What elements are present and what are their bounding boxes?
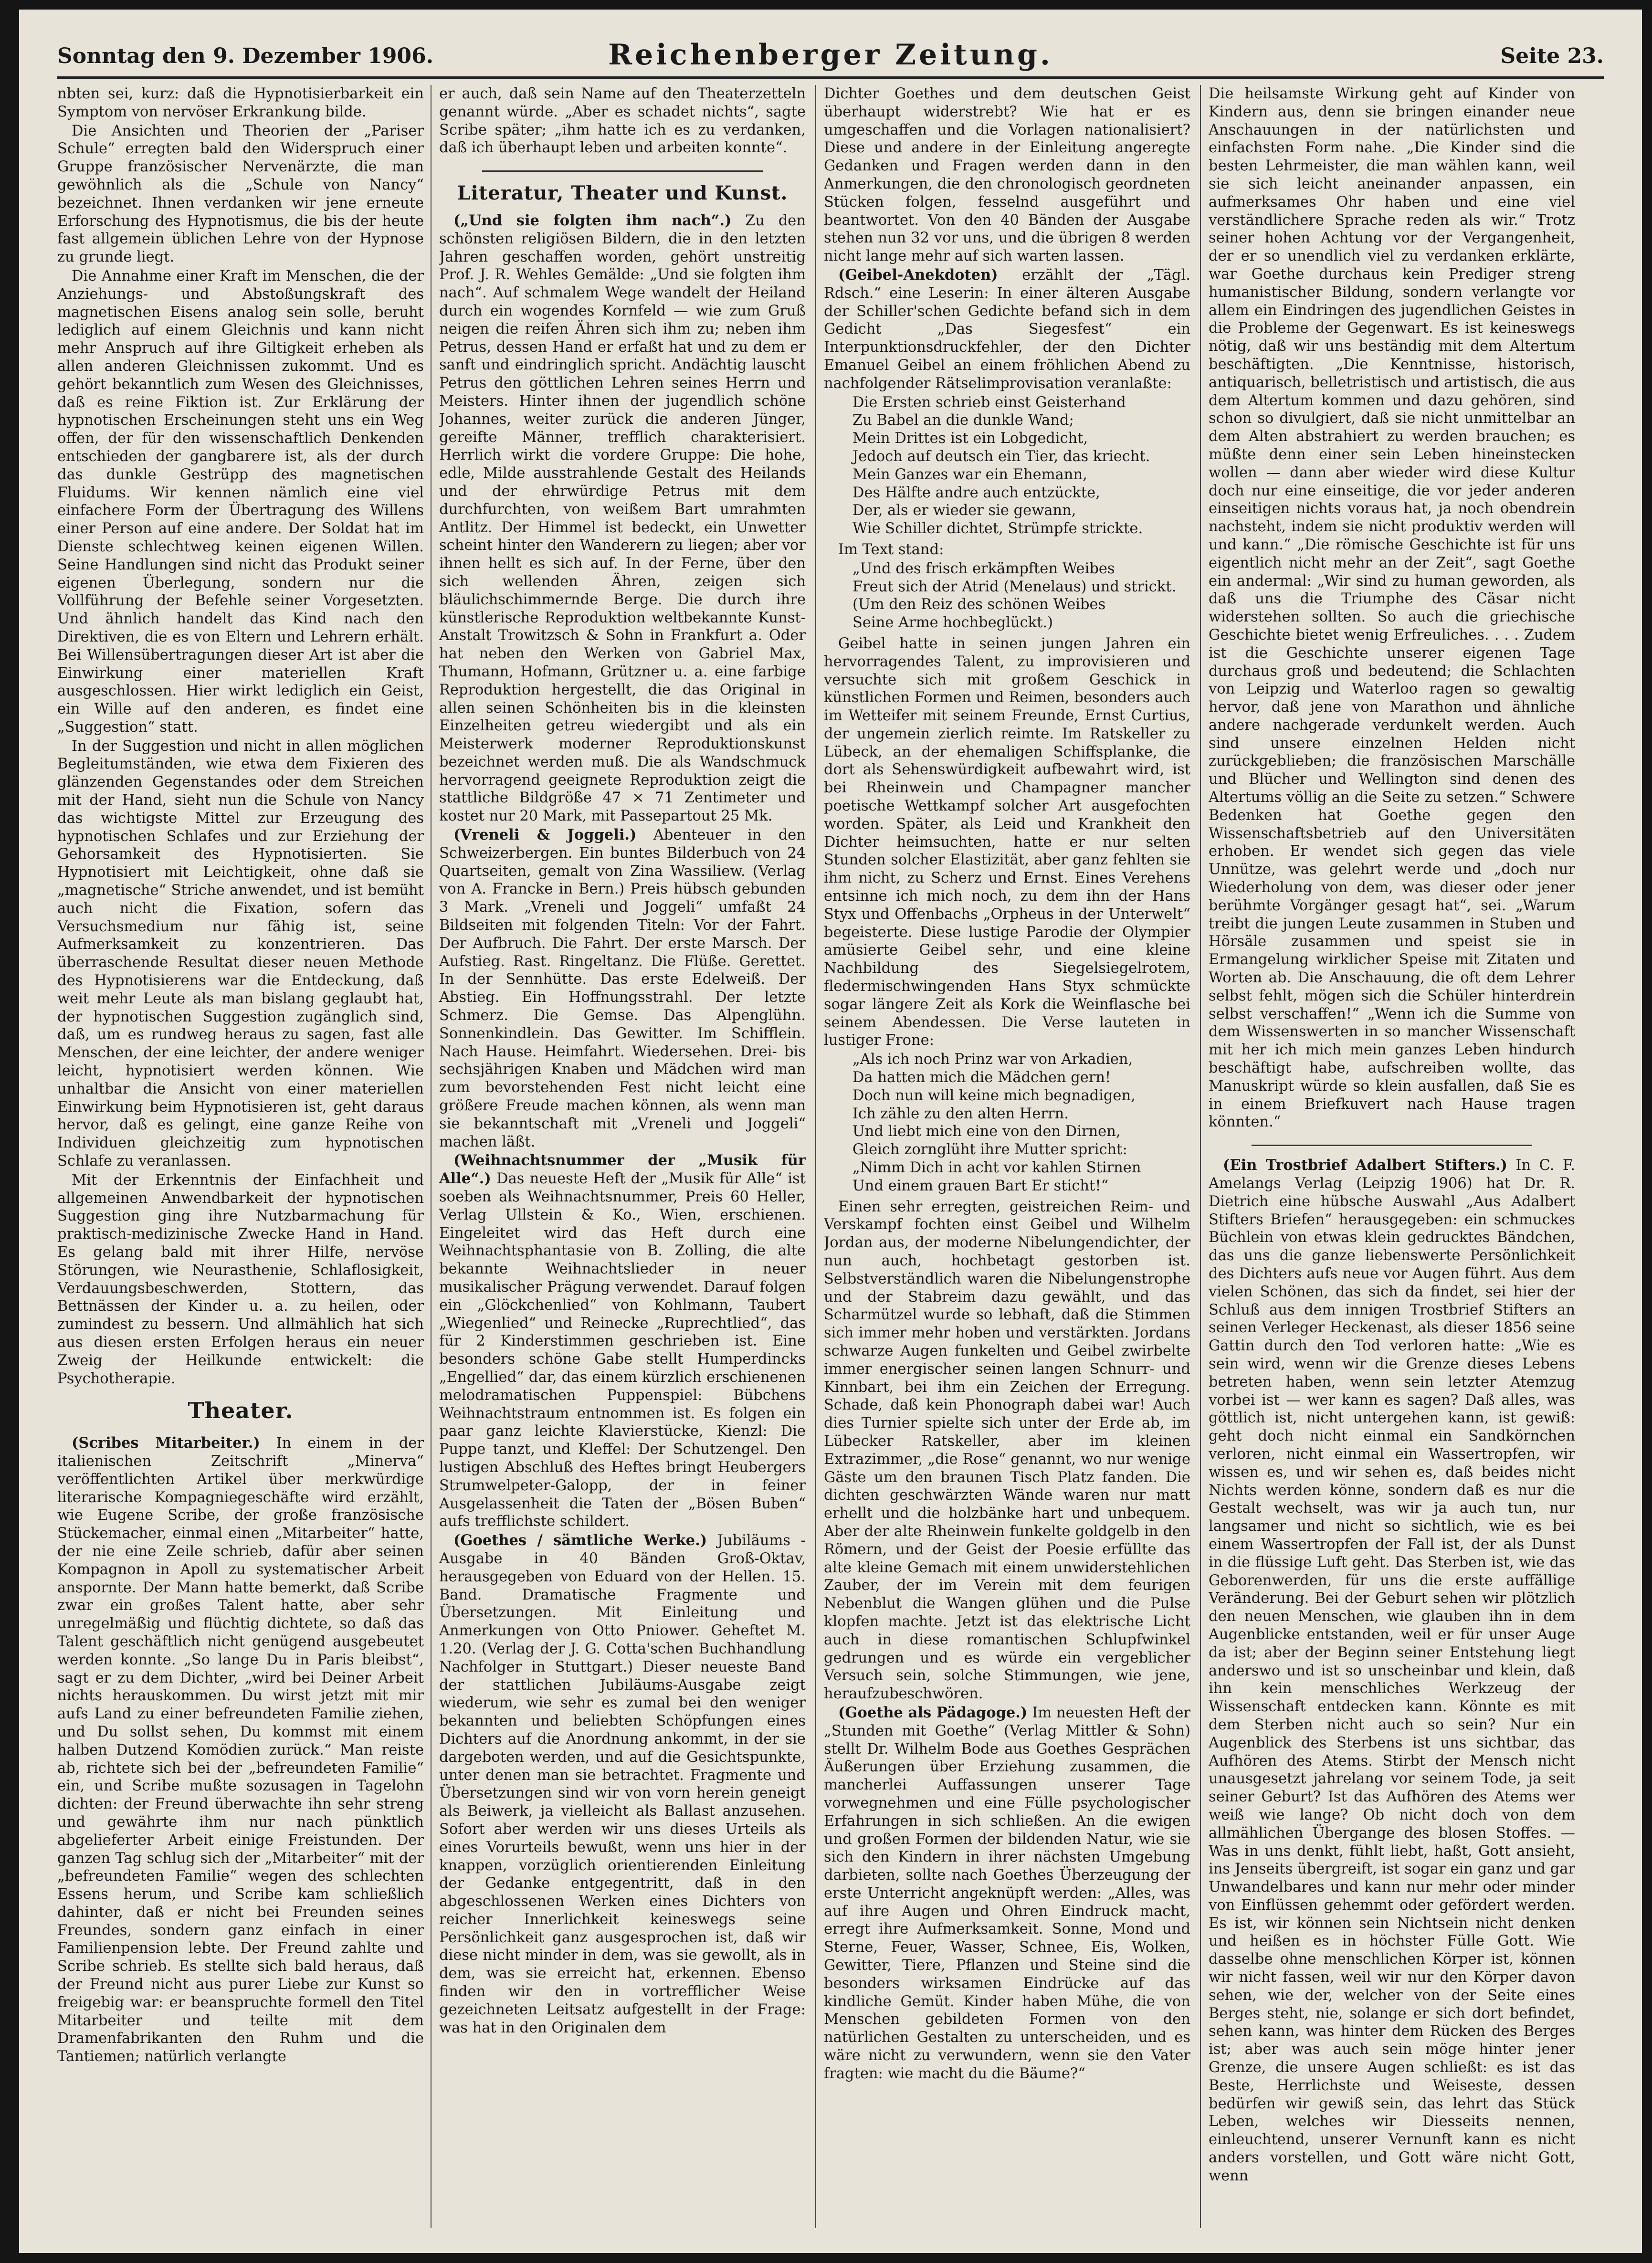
article-body: Das neueste Heft der „Musik für Alle“ ist soeben als Weihnachtsnummer, Preis 60 Heller, Verlag Ullstein & Ko., Wien, erschienen. Eingeleitet wird das Heft durch eine Weihnachtsphantasie von B. Zolling, die alte bekannte Weihnachtslieder in neuer musikalischer Prägung verwendet. Darauf folgen ein „Glöckchenlied“ von Kohlmann, Taubert „Wiegenlied“ und Reinecke „Ruprechtlied“, das für 2 Kinderstimmen geschrieben ist. Eine besonders schöne Gabe stellt Humperdincks „Engellied“ dar, das einem kürzlich erschienenen melodramatischen Puppenspiel: Bübchens Weihnachtstraum entnommen ist. Es folgen ein paar ganz leichte Klavierstücke, Kienzl: Die Puppe tanzt, und Kleffel: Der Schutzengel. Den lustigen Abschluß des Heftes bringt Heubergers Strumwelpeter-Galopp, der in feiner Ausgelassenheit die Taten der „Bösen Buben“ aufs trefflichste schildert. <box>439 1170 806 1530</box>
verse-line: Und einem grauen Bart Er sticht!“ <box>852 1177 1109 1194</box>
divider <box>1252 1145 1532 1146</box>
article-heading: (Scribes Mitarbeiter.) <box>72 1434 260 1452</box>
verse-line: Des Hälfte andre auch entzückte, <box>852 484 1100 501</box>
article-heading: (Geibel-Anekdoten) <box>838 266 998 284</box>
paragraph: Einen sehr erregten, geistreichen Reim- und Verskampf fochten einst Geibel und Wilhelm Jordan aus, der moderne Nibelungendichter, der nun auch, hochbetagt gestorben ist. Selbstverständlich waren die Nibelungenstrophe und der Stabreim dazu gewählt, und das Scharmützel wurde so lebhaft, daß die Stimmen sich immer mehr hoben und verstärkten. Jordans schwarze Augen funkelten und Geibel zwirbelte immer energischer seinen langen Schnurr- und Kinnbart, bei ihm ein Zeichen der Erregung. Schade, daß kein Phonograph dabei war! Auch dies Turnier spielte sich unter der Erde ab, im Lübecker Ratskeller, aber im kleinen Extrazimmer, „die Rose“ genannt, wo nur wenige Gäste um den braunen Tisch Platz fanden. Die dichten geschwärzten Wände waren nur matt erhellt und die holzbänke hart und unbequem. Aber der alte Rheinwein funkelte goldgelb in den Römern, und der Geist der Poesie erfüllte das alte kleine Gemach mit einem unwiderstehlichen Zauber, der im Verein mit dem feurigen Nebenblut die Wangen glühen und die Pulse klopfen machte. Jetzt ist das elektrische Licht auch in diese romantischen Schlupfwinkel gedrungen und es würde ein vergeblicher Versuch sein, solche Stimmungen, wie jene, heraufzubeschwören. <box>824 1198 1190 1703</box>
newspaper-title: Reichenberger Zeitung. <box>608 38 1053 72</box>
article-body: In C. F. Amelangs Verlag (Leipzig 1906) hat Dr. R. Dietrich eine hübsche Auswahl „Aus Adalbert Stifters Briefen“ herausgegeben: ein schmuckes Büchlein von etwas klein gedrucktes Bändchen, das uns die ganze liebenswerte Persönlichkeit des Dichters aufs neue vor Augen führt. Aus dem vielen Schönen, das sich da findet, sei hier der Schluß aus dem innigen Trostbrief Stifters an seinen Verleger Heckenast, als dieser 1856 seine Gattin durch den Tod verloren hatte: „Wie es sein wird, wenn wir die Grenze dieses Lebens betreten haben, wenn sein letzter Atemzug vorbei ist — wer kann es sagen? Daß alles, was göttlich ist, nicht untergehen kann, ist gewiß: geht doch nicht einmal ein Sandkörnchen verloren, nicht einmal ein Wassertropfen, wir wissen es, und wir sehen es, daß beides nicht Nichts werden könne, sondern daß es nur die Gestalt wechselt, was wir ja auch tun, nur langsamer und nicht so sichtlich, wie es bei einem Wassertropfen der Fall ist, der als Dunst in die flüssige Luft geht. Das Sterben ist, wie das Geborenwerden, für uns die erste auffällige Veränderung. Bei der Geburt sehen wir plötzlich den neuen Menschen, wie glauben ihn in dem Augenblicke entstanden, weil er für unser Auge da ist; aber der Beginn seiner Entstehung liegt anderswo und ist so unscheinbar und klein, daß ihn kein menschliches Werkzeug der Wissenschaft entdecken kann. Könnte es mit dem Sterben nicht auch so sein? Nur ein Augenblick des Sterbens ist uns sichtbar, das Aufhören des Atems. Stirbt der Mensch nicht unausgesetzt jahrelang vor seinem Tode, ja seit seiner Geburt? Ist das Aufhören des Atems wer weiß wie lange? Ob nicht doch von dem allmählichen Übergange des blosen Stoffes. — Was in uns denkt, fühlt liebt, haßt, Gott ansieht, ins Jenseits übergreift, ist sogar ein ganz und gar Unwandelbares und kann nur mehr oder minder von Einflüssen gehemmt oder gefördert werden. Es ist, wir können sein Nichtsein nicht denken und heißen es in höchster Fülle Gott. Wie dasselbe ohne menschlichen Körper ist, können wir nicht fassen, weil wir nur den Körper davon sehen, wie der, welcher von der Seite eines Berges steht, nie, solange er sich dort befindet, sehen kann, was hinter dem Rücken des Berges ist; aber was auch sein möge hinter jener Grenze, die unsere Augen schließt: es ist das Beste, Herrlichste und Weiseste, dessen bedürfen wir gewiß sein, das lehrt das Stück Leben, welches wir Diesseits nennen, einleuchtend, unserer Vernunft kann es nicht anders vorstellen, und Gott wäre nicht Gott, wenn <box>1209 1157 1575 2184</box>
article-geibel <box>824 266 1190 393</box>
paragraph: Die Ansichten und Theorien der „Pariser Schule“ erregten bald den Widerspruch einer Gruppe französischer Nervenärzte, die man gewöhnlich als die „Schule von Nancy“ bezeichnet. Ihnen verdanken wir jene erneute Erforschung des Hypnotismus, die bis der heute fast allgemein üblichen Lehre von der Hypnose zu grunde liegt. <box>57 122 424 266</box>
column-rule <box>1200 85 1201 2228</box>
paragraph: Die heilsamste Wirkung geht auf Kinder von Kindern aus, denn sie bringen einander neue Anschauungen in der natürlichsten und einfachsten Form nahe. „Die Kinder sind die besten Lehrmeister, die man wählen kann, weil sie sich leicht aneinander anpassen, ein aufmerksames Ohr haben und eine viel verständlichere Sprache reden als wir.“ Trotz seiner hohen Achtung vor der Vergangenheit, der er so unendlich viel zu verdanken erklärte, war Goethe durchaus kein Prediger streng humanistischer Bildung, sondern verlangte vor allem ein Eindringen des jugendlichen Geistes in die Probleme der Gegenwart. Es ist keineswegs nötig, daß wir uns beständig mit dem Altertum beschäftigten. „Die Kenntnisse, historisch, antiquarisch, belletristisch und artistisch, die aus dem Altertum kommen und dazu gehören, sind schon so divulgiert, daß sie nicht unmittelbar an dem Alten abstrahiert zu werden brauchen; es müßte denn einer sein Leben hineinstecken wollen — dann aber wieder wird diese Kultur doch nur eine einseitige, die vor jeder anderen einseitigen nichts voraus hat, ja noch obendrein nachsteht, indem sie nicht produktiv werden will und kann.“ „Die römische Geschichte ist für uns eigentlich nicht mehr an der Zeit“, sagt Goethe ein andermal: „Wir sind zu human geworden, als daß uns die Triumphe des Cäsar nicht widerstehen sollten. So auch die griechische Geschichte bietet wenig Erfreuliches. . . . Zudem ist die Geschichte unserer eigenen Tage durchaus groß und bedeutend; die Schlachten von Leipzig und Waterloo ragen so gewaltig hervor, daß jene von Marathon und ähnliche andere nachgerade verdunkelt werden. Auch sind unsere einzelnen Helden nicht zurückgeblieben; die französischen Marschälle und Blücher und Wellington sind denen des Altertums völlig an die Seite zu setzen.“ Schwere Bedenken hat Goethe gegen den Wissenschaftsbetrieb auf den Universitäten erhoben. Er wendet sich gegen das viele Unnütze, was gelehrt werde und „doch nur Wiederholung von dem, was dieser oder jener berühmte Vorgänger gesagt hat“, sei. „Warum treibt die jungen Leute zusammen in Stuben und Hörsäle zusammen und speist sie in Ermangelung wirklicher Speise mit Zitaten und Worten ab. Die Anschauung, die oft dem Lehrer selbst fehlt, mögen sich die Schüler hinterdrein selbst verschaffen!“ „Wenn ich die Summe von dem Wissenswerten in so mancher Wissenschaft mit her ich mich mein ganzes Leben hindurch beschäftigt habe, aufschreiben wollte, das Manuskript würde so klein ausfallen, daß Sie es in einem Briefkuvert nach Hause tragen könnten.“ <box>1209 85 1575 1131</box>
verse-line: Und liebt mich eine von den Dirnen, <box>852 1123 1121 1140</box>
verse-line: (Um den Reiz des schönen Weibes <box>852 596 1106 613</box>
article-body: In einem in der italienischen Zeitschrift „Minerva“ veröffentlichten Artikel über merkwürdige literarische Kompagniegeschäfte wird erzählt, wie Eugene Scribe, der große französische Stückemacher, einmal einen „Mitarbeiter“ hatte, der nie eine Zeile schrieb, dafür aber seinen Kompagnon in Apoll zu systematischer Arbeit anspornte. Der Mann hatte bemerkt, daß Scribe zwar ein großes Talent hatte, aber sehr unregelmäßig und flüchtig dichtete, so daß das Talent geschäftlich nicht genügend ausgebeutet werden konnte. „So lange Du in Paris bleibst“, sagt er zu dem Dichter, „wird bei Deiner Arbeit nichts herauskommen. Du wirst jetzt mit mir aufs Land zu einer befreundeten Familie ziehen, und Du sollst sehen, Du kommst mit einem halben Dutzend Komödien zurück.“ Man reiste ab, richtete sich bei der „befreundeten Familie“ ein, und Scribe mußte sozusagen in Tagelohn dichten: der Freund überwachte ihn sehr streng und gewährte ihm nur nach pünktlich abgelieferter Arbeit einige Freistunden. Der ganzen Tag schlug sich der „Mitarbeiter“ mit der „befreundeten Familie“ wegen des schlechten Essens herum, und Scribe kam schließlich dahinter, daß er nicht bei Freunden seines Freundes, sondern ganz einfach in einer Familienpension lebte. Der Freund zahlte und Scribe schrieb. Es stellte sich bald heraus, daß der Freund nicht aus purer Liebe zur Kunst so freigebig war: er beanspruchte formell den Titel Mitarbeiter und teilte mit dem Dramenfabrikanten den Ruhm und die Tantiemen; natürlich verlangte <box>57 1435 424 2065</box>
paragraph: nbten sei, kurz: daß die Hypnotisierbarkeit ein Symptom von nervöser Erkrankung bilde. <box>57 85 424 120</box>
verse-line: Seine Arme hochbeglückt.) <box>852 614 1053 632</box>
article-heading: (Vreneli & Joggeli.) <box>453 826 637 844</box>
article-stifter <box>1209 1157 1575 2185</box>
verse-line: Zu Babel an die dunkle Wand; <box>852 412 1074 429</box>
verse-line: Da hatten mich die Mädchen gern! <box>852 1069 1111 1086</box>
article-heading: (Ein Trostbrief Adalbert Stifters.) <box>1223 1157 1507 1174</box>
paragraph: Mit der Erkenntnis der Einfachheit und allgemeinen Anwendbarkeit der hypnotischen Suggestion ging ihre Nutzbarmachung für praktisch-medizinische Zwecke Hand in Hand. Es gelang bald mit ihrer Hilfe, nervöse Störungen, wie Neurasthenie, Schlaflosigkeit, Verdauungsbeschwerden, Stottern, das Bettnässen der Kinder u. a. zu heilen, oder zumindest zu bessern. Und allmählich hat sich aus diesen ersten Erfolgen heraus ein neuer Zweig der Heilkunde entwickelt: die Psychotherapie. <box>57 1171 424 1387</box>
column-4 <box>1209 85 1575 2233</box>
paragraph: Im Text stand: <box>838 541 944 558</box>
verse-line: Die Ersten schrieb einst Geisterhand <box>852 394 1126 411</box>
verse-line: Der, als er wieder sie gewann, <box>852 502 1076 519</box>
column-rule <box>815 85 816 2228</box>
verse-line: „Und des frisch erkämpften Weibes <box>852 560 1115 577</box>
verse-riddle <box>852 394 1190 538</box>
section-heading-literatur: Literatur, Theater und Kunst. <box>457 182 788 205</box>
article-body: Abenteuer in den Schweizerbergen. Ein buntes Bilderbuch von 24 Quartseiten, gemalt von Zina Wassiliew. (Verlag von A. Francke in Bern.) Preis hübsch gebunden 3 Mark. „Vreneli und Joggeli“ umfaßt 24 Bildseiten mit folgenden Titeln: Vor der Fahrt. Der Aufbruch. Die Fahrt. Der erste Marsch. Der Aufstieg. Rast. Ringeltanz. Die Flüße. Gerettet. In der Sennhütte. Das erste Edelweiß. Der Abstieg. Ein Hoffnungsstrahl. Der letzte Schmerz. Die Gemse. Das Alpenglühn. Sonnenkindlein. Das Gewitter. Im Schifflein. Nach Hause. Heimfahrt. Wiedersehen. Drei- bis sechsjährigen Knaben und Mädchen wird man zum bevorstehenden Fest nicht leicht eine größere Freude machen können, als wenn man sie bekanntschaft mit „Vreneli und Joggeli“ machen läßt. <box>439 827 806 1150</box>
column-3 <box>824 85 1190 2233</box>
column-2 <box>439 85 806 2233</box>
verse-line: Mein Ganzes war ein Ehemann, <box>852 466 1087 483</box>
page-number: Seite 23. <box>1500 44 1604 68</box>
verse-line: „Nimm Dich in acht vor kahlen Stirnen <box>852 1159 1141 1177</box>
article-body: Zu den schönsten religiösen Bildern, die in den letzten Jahren geschaffen worden, gehört unstreitig Prof. J. R. Wehles Gemälde: „Und sie folgten ihm nach“. Auf schmalem Wege wandelt der Heiland durch ein wogendes Kornfeld — wie zum Gruß neigen die reifen Ähren sich ihm zu; neben ihm Petrus, dessen Hand er erfaßt hat und zu dem er sanft und eindringlich spricht. Andächtig lauscht Petrus den göttlichen Lehren seines Herrn und Meisters. Hinter ihnen der jugendlich schöne Johannes, weiter zurück die anderen Jünger, gereifte Männer, trefflich charakterisiert. Herrlich wirkt die vordere Gruppe: Die hohe, edle, Milde ausstrahlende Gestalt des Heilands und der ehrwürdige Petrus mit dem durchfurchten, von weißem Bart umrahmten Antlitz. Der Himmel ist bedeckt, ein Unwetter scheint hinter den Wanderern zu liegen; aber vor ihnen hellt es sich auf. In der Ferne, über den sich wellenden Ähren, zeigen sich bläulichschimmernde Berge. Die durch ihre künstlerische Reproduktion weltbekannte Kunst-Anstalt Trowitzsch & Sohn in Frankfurt a. Oder hat neben den Werken von Gabriel Max, Thumann, Hofmann, Grützner u. a. eine farbige Reproduktion hergestellt, die das Original in allen seinen Schönheiten bis in die kleinsten Einzelheiten getreu wiedergibt und als ein Meisterwerk moderner Reproduktionskunst bezeichnet werden muß. Die als Wandschmuck hervorragend geeignete Reproduktion zeigt die stattliche Bildgröße 47 × 71 Zentimeter und kostet nur 20 Mark, mit Passepartout 25 Mk. <box>439 212 806 825</box>
verse-quote <box>852 560 1190 632</box>
issue-date: Sonntag den 9. Dezember 1906. <box>57 44 434 68</box>
paragraph: Die Annahme einer Kraft im Menschen, die der Anziehungs- und Abstoßungskraft des magnetischen Eisens analog sein solle, beruht lediglich auf einem Gleichnis und kann nicht mehr Anspruch auf ihre Giltigkeit erheben als allen anderen Gleichnissen zukommt. Und es gehört bekanntlich zum Wesen des Gleichnisses, daß es reine Fiktion ist. Zur Erklärung der hypnotischen Erscheinungen steht uns ein Weg offen, der für den wissenschaftlich Denkenden entschieden der gangbarere ist, als der durch das dunkle Gestrüpp des magnetischen Fluidums. Wir kennen nämlich eine viel einfachere Form der Übertragung des Willens einer Person auf eine andere. Der Soldat hat im Dienste schlechtweg keinen eigenen Willen. Seine Handlungen sind nicht das Produkt seiner eigenen Überlegung, sondern nur die Vollführung der Befehle seiner Vorgesetzten. Und ähnlich handelt das Kind nach den Direktiven, die es von Eltern und Lehrern erhält. Bei Willensübertragungen dieser Art ist aber die Einwirkung einer materiellen Kraft ausgeschlossen. Hier wirkt lediglich ein Geist, ein Wille auf den anderen, es findet eine „Suggestion“ statt. <box>57 267 424 736</box>
verse-line: Doch nun will keine mich begnadigen, <box>852 1087 1136 1104</box>
section-heading-theater: Theater. <box>188 1398 294 1424</box>
verse-line: Freut sich der Atrid (Menelaus) und strickt. <box>852 578 1177 595</box>
article-musik <box>439 1152 806 1531</box>
verse-line: Jedoch auf deutsch ein Tier, das kriecht. <box>852 448 1150 465</box>
article-wehle <box>439 212 806 825</box>
article-body: Im neuesten Heft der „Stunden mit Goethe“ (Verlag Mittler & Sohn) stellt Dr. Wilhelm Bode aus Goethes Gesprächen Äußerungen über Erziehung zusammen, die mancherlei Auffassungen unserer Tage vorwegnehmen und eine Fülle psychologischer Erfahrungen in sich schließen. An die ewigen und großen Formen der bildenden Natur, wie sie sich den Kindern in ihrer nächsten Umgebung darbieten, sollte nach Goethes Überzeugung der erste Unterricht angeknüpft werden: „Alles, was auf ihre Augen und Ohren Eindruck macht, erregt ihre Aufmerksamkeit. Sonne, Mond und Sterne, Feuer, Wasser, Schnee, Eis, Wolken, Gewitter, Tiere, Pflanzen und Steine sind die besonders wirksamen Eindrücke auf das kindliche Gemüt. Kinder haben Mühe, die von Menschen gebildeten Formen von den natürlichen Gestalten zu unterscheiden, und es wäre nicht zu verwundern, wenn sie den Vater fragten: wie macht du die Bäume?“ <box>824 1704 1190 2082</box>
verse-line: „Als ich noch Prinz war von Arkadien, <box>852 1051 1133 1068</box>
paragraph: Geibel hatte in seinen jungen Jahren ein hervorragendes Talent, zu improvisieren und versuchte sich mit großem Geschick in künstlichen Formen und Reimen, besonders auch im Wetteifer mit seinem Freunde, Ernst Curtius, der ungemein zierlich reimte. Im Ratskeller zu Lübeck, an der ehemaligen Schiffsplanke, die dort als Sehenswürdigkeit aufbewahrt wird, ist bei Rheinwein und Champagner mancher poetische Wettkampf solcher Art ausgefochten worden. Später, als Leid und Krankheit den Dichter heimsuchten, hatte er nur selten Stunden solcher Elastizität, aber ganz fehlten sie ihm nicht, zu Scherz und Ernst. Eines Verehens entsinne ich mich noch, zu dem ihn der Hans Styx und Offenbachs „Orpheus in der Unterwelt“ begeisterte. Diese lustige Parodie der Olympier amüsierte Geibel sehr, und eine kleine Nachbildung des Siegelsiegelrotem, fledermischwingenden Hans Styx schmückte sogar längere Zeit als Kork die Weinflasche bei seinem Abendessen. Die Verse lauteten in lustiger Frone: <box>824 635 1190 1049</box>
article-scribe <box>57 1434 424 2066</box>
article-heading: („Und sie folgten ihm nach“.) <box>453 211 732 229</box>
verse-line: Gleich zornglüht ihre Mutter spricht: <box>852 1141 1127 1158</box>
article-heading: (Goethe als Pädagoge.) <box>838 1704 1028 1721</box>
divider <box>482 170 763 172</box>
article-heading: (Weihnachtsnummer der „Musik für Alle“.) <box>439 1152 806 1188</box>
paragraph: In der Suggestion und nicht in allen möglichen Begleitumständen, wie etwa dem Fixieren des glänzenden Gegenstandes oder dem Streichen mit der Hand, sieht nun die Schule von Nancy das wichtigste Mittel zur Erzeugung des hypnotischen Schlafes und zur Erziehung der Gehorsamkeit des Hypnotisierten. Sie Hypnotisiert mit Leichtigkeit, ohne daß sie „magnetische“ Striche anwendet, und ist bemüht auch nicht die Fixation, sofern das Versuchsmedium nur fähig ist, seine Aufmerksamkeit zu konzentrieren. Das überraschende Resultat dieser neuen Methode des Hypnotisierens war die Entdeckung, daß weit mehr Leute als man bislang geglaubt hat, der hypnotischen Suggestion zugänglich sind, daß, um es rundweg heraus zu sagen, fast alle Menschen, der eine leichter, der andere weniger leicht, hypnotisiert werden können. Wie unhaltbar die Ansicht von einer materiellen Einwirkung beim Hypnotisieren ist, geht daraus hervor, daß es gelingt, eine ganze Reihe von Individuen gleichzeitig zum hypnotischen Schlafe zu veranlassen. <box>57 737 424 1170</box>
header-rule <box>57 76 1604 79</box>
verse-line: Ich zähle zu den alten Herrn. <box>852 1105 1069 1122</box>
column-1 <box>57 85 424 2233</box>
verse-line: Mein Drittes ist ein Lobgedicht, <box>852 430 1088 447</box>
verse-styx <box>852 1051 1190 1195</box>
article-body: erzählt der „Tägl. Rdsch.“ eine Leserin: In einer älteren Ausgabe der Schiller'schen Gedichte befand sich in dem Gedicht „Das Siegesfest“ ein Interpunktionsdruckfehler, der den Dichter Emanuel Geibel an einem fröhlichen Abend zu nachfolgender Rätselimprovisation veranlaßte: <box>824 266 1190 392</box>
paragraph: Dichter Goethes und dem deutschen Geist überhaupt widerstrebt? Wie hat er es umgeschaffen und die Vorlagen nationalisiert? Diese und andere in der Einleitung angeregte Gedanken und Fragen werden dann in den Anmerkungen, die den chronologisch geordneten Stücken folgen, fesselnd ausgeführt und beantwortet. Von den 40 Bänden der Ausgabe stehen nun 32 vor uns, und die übrigen 8 werden nicht lange mehr auf sich warten lassen. <box>824 85 1190 265</box>
article-body: Jubiläums - Ausgabe in 40 Bänden Groß-Oktav, herausgegeben von Eduard von der Hellen. 15. Band. Dramatische Fragmente und Übersetzungen. Mit Einleitung und Anmerkungen von Otto Pniower. Geheftet M. 1.20. (Verlag der J. G. Cotta'schen Buchhandlung Nachfolger in Stuttgart.) Dieser neueste Band der stattlichen Jubiläums-Ausgabe zeigt wiederum, wie sehr es zumal bei den weniger bekannten und beliebten Schöpfungen eines Dichters auf die Anordnung ankommt, in der sie dargeboten werden, und auf die Gesichtspunkte, unter denen man sie betrachtet. Fragmente und Übersetzungen sind wir von vorn herein geneigt als Beiwerk, ja vielleicht als Ballast anzusehen. Sofort aber werden wir uns dieses Urteils als eines Vorurteils bewußt, wenn uns hier in der knappen, vorzüglich orientierenden Einleitung der Gedanke entgegentritt, daß in den abgeschlossenen Werken eines Dichters von reicher Innerlichkeit keineswegs seine Persönlichkeit ganz ausgesprochen ist, daß wir diese nicht minder in dem, was sie gewollt, als in dem, was sie erreicht hat, erkennen. Ebenso finden wir den in vortrefflicher Weise gezeichneten Leitsatz aufgestellt in der Frage: was hat in den Originalen dem <box>439 1532 806 2036</box>
article-goethe-werke <box>439 1532 806 2037</box>
newspaper-page <box>19 10 1642 2253</box>
paragraph: er auch, daß sein Name auf den Theaterzetteln genannt würde. „Aber es schadet nichts“, sagte Scribe später; „ihm hatte ich es zu verdanken, daß ich überhaupt leben und arbeiten konnte“. <box>439 85 806 157</box>
article-heading: (Goethes / sämtliche Werke.) <box>453 1532 707 1549</box>
verse-line: Wie Schiller dichtet, Strümpfe strickte. <box>852 520 1143 537</box>
page-header <box>57 38 1604 72</box>
article-vreneli <box>439 826 806 1151</box>
article-goethe-paedagoge <box>824 1704 1190 2083</box>
